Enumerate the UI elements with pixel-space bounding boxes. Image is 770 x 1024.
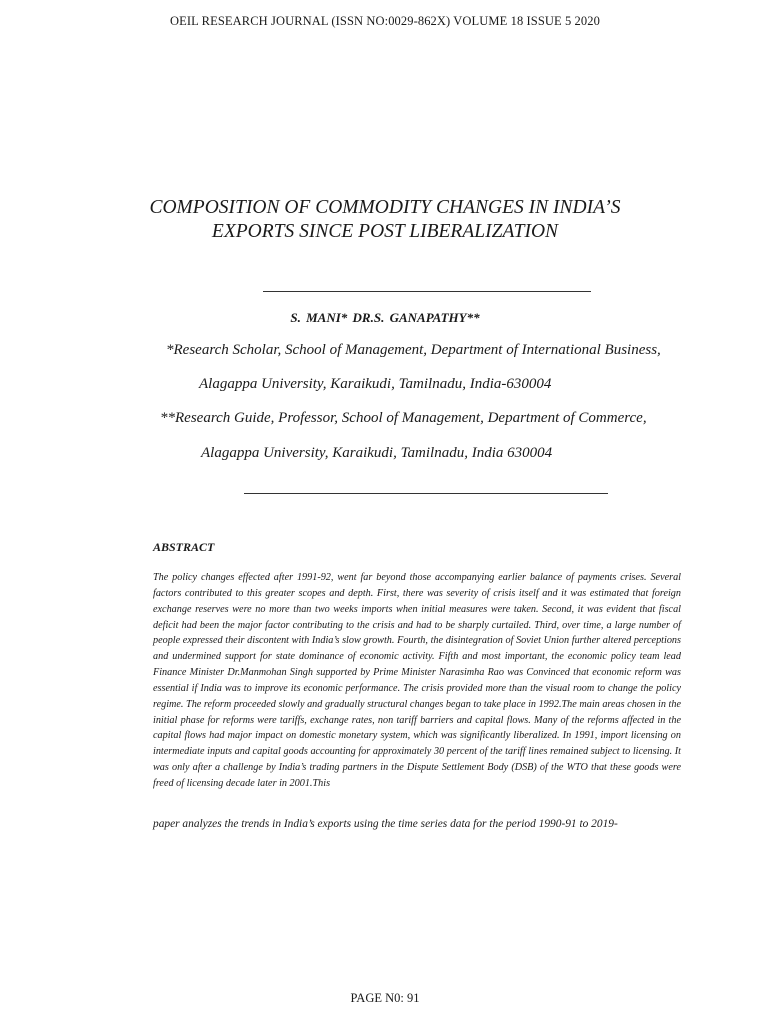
abstract-body: The policy changes effected after 1991-92, went far beyond those accompanying earlier balance of payments crises. Several factors contributed to this greater scopes and depth. First, there was severity of crisis itself and it was estimated that foreign exchange reserves were no more than two weeks imports when initial measures were taken. Second, it was evident that fiscal deficit had been the major factor contributing to the crisis and had to be sharply curtailed. Third, over time, a large number of people expressed their discontent with India’s slow growth. Fourth, the disintegration of Soviet Union further altered perceptions and undermined support for state dominance of economic activity. Fifth and most important, the economic policy team lead Finance Minister Dr.Manmohan Singh supported by Prime Minister Narasimha Rao was Convinced that economic reform was essential if India was to improve its economic performance. The crisis provided more than the visual room to change the policy regime. The reform proceeded slowly and gradually structural changes began to take place in 1992.The main areas chosen in the initial phase for reforms were tariffs, exchange rates, non tariff barriers and capital flows. Many of the reforms affected in the capital flows had major impact on domestic monetary system, which was significantly liberalized. In 1991, import licensing on intermediate inputs and capital goods accounting for approximately 30 percent of the tariff lines remained subject to licensing. It was only after a challenge by India’s trading partners in the Dispute Settlement Body (DSB) of the WTO that these goods were freed of licensing decade later in 2001.This	[153, 572, 681, 789]
abstract-continuation: paper analyzes the trends in India’s exports using the time series data for the period 1990-91 to 2019-	[153, 818, 618, 830]
authors: S. MANI* DR.S. GANAPATHY**	[290, 310, 480, 325]
paper-title-line-1: COMPOSITION OF COMMODITY CHANGES IN INDIA’S	[149, 197, 621, 218]
affiliation-3: **Research Guide, Professor, School of Management, Department of Commerce,	[160, 410, 647, 426]
page-number: PAGE N0: 91	[350, 991, 420, 1005]
abstract-heading: ABSTRACT	[153, 540, 215, 554]
divider-top	[263, 291, 591, 292]
affiliation-4: Alagappa University, Karaikudi, Tamilnadu, India 630004	[201, 445, 553, 461]
paper-title	[100, 196, 670, 244]
affiliation-2: Alagappa University, Karaikudi, Tamilnadu, India-630004	[199, 376, 552, 392]
paper-title-line-2: EXPORTS SINCE POST LIBERALIZATION	[211, 221, 559, 242]
divider-bottom	[244, 493, 608, 494]
journal-header: OEIL RESEARCH JOURNAL (ISSN NO:0029-862X) VOLUME 18 ISSUE 5 2020	[170, 14, 600, 28]
affiliation-1: *Research Scholar, School of Management, Department of International Business,	[166, 342, 661, 358]
